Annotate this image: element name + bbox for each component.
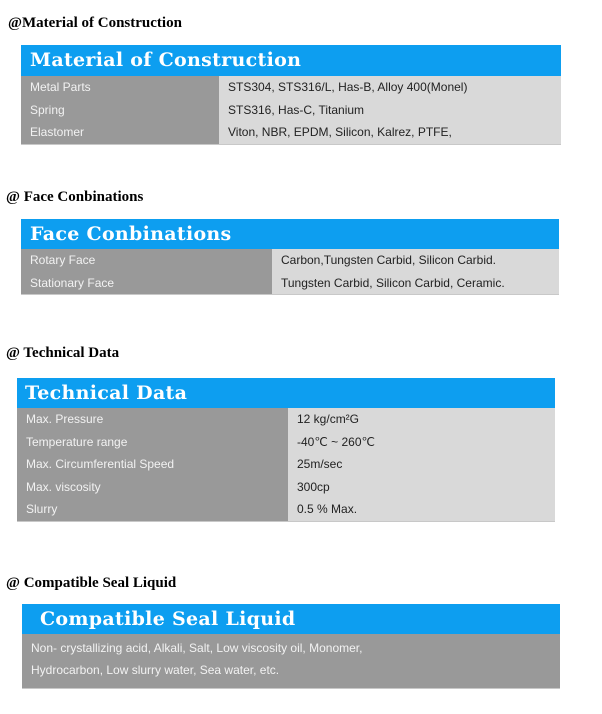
table-row — [21, 121, 561, 144]
table-row — [17, 431, 555, 454]
section-heading-face: @ Face Conbinations — [6, 189, 144, 205]
row-label: Temperature range — [17, 431, 288, 454]
technical-table — [17, 378, 555, 522]
section-heading-material: @Material of Construction — [8, 15, 182, 31]
table-row — [21, 99, 561, 122]
row-label: Metal Parts — [21, 76, 219, 99]
row-label: Spring — [21, 99, 219, 122]
row-label: Slurry — [17, 498, 288, 521]
liquid-banner: Compatible Seal Liquid — [22, 604, 560, 634]
row-label: Stationary Face — [21, 272, 272, 295]
row-value: Tungsten Carbid, Silicon Carbid, Ceramic. — [272, 272, 559, 295]
table-row — [21, 76, 561, 99]
table-row — [21, 249, 559, 272]
row-value: -40℃ ~ 260℃ — [288, 431, 555, 454]
table-divider — [21, 294, 559, 295]
row-value: STS316, Has-C, Titanium — [219, 99, 561, 122]
row-value: 300cp — [288, 476, 555, 499]
table-row — [17, 498, 555, 521]
face-table — [21, 219, 559, 295]
liquid-line: Hydrocarbon, Low slurry water, Sea water, etc. — [31, 663, 280, 677]
table-row — [17, 476, 555, 499]
row-label: Max. Circumferential Speed — [17, 453, 288, 476]
liquid-list — [22, 634, 560, 688]
section-heading-liquid: @ Compatible Seal Liquid — [6, 575, 177, 591]
row-value: 0.5 % Max. — [288, 498, 555, 521]
row-label: Elastomer — [21, 121, 219, 144]
table-divider — [21, 144, 561, 145]
row-value: Carbon,Tungsten Carbid, Silicon Carbid. — [272, 249, 559, 272]
row-label: Rotary Face — [21, 249, 272, 272]
face-banner: Face Conbinations — [21, 219, 559, 249]
section-heading-technical: @ Technical Data — [6, 345, 120, 361]
material-banner: Material of Construction — [21, 45, 561, 76]
row-value: 12 kg/cm²G — [288, 408, 555, 431]
table-row — [17, 408, 555, 431]
technical-banner: Technical Data — [17, 378, 555, 408]
table-divider — [22, 688, 560, 689]
row-label: Max. Pressure — [17, 408, 288, 431]
liquid-line: Non- crystallizing acid, Alkali, Salt, Low viscosity oil, Monomer, — [31, 641, 363, 655]
table-row — [17, 453, 555, 476]
table-row — [21, 272, 559, 295]
table-divider — [17, 521, 555, 522]
row-label: Max. viscosity — [17, 476, 288, 499]
row-value: Viton, NBR, EPDM, Silicon, Kalrez, PTFE, — [219, 121, 561, 144]
material-table — [21, 45, 561, 145]
row-value: STS304, STS316/L, Has-B, Alloy 400(Monel) — [219, 76, 561, 99]
row-value: 25m/sec — [288, 453, 555, 476]
liquid-table — [22, 604, 560, 689]
